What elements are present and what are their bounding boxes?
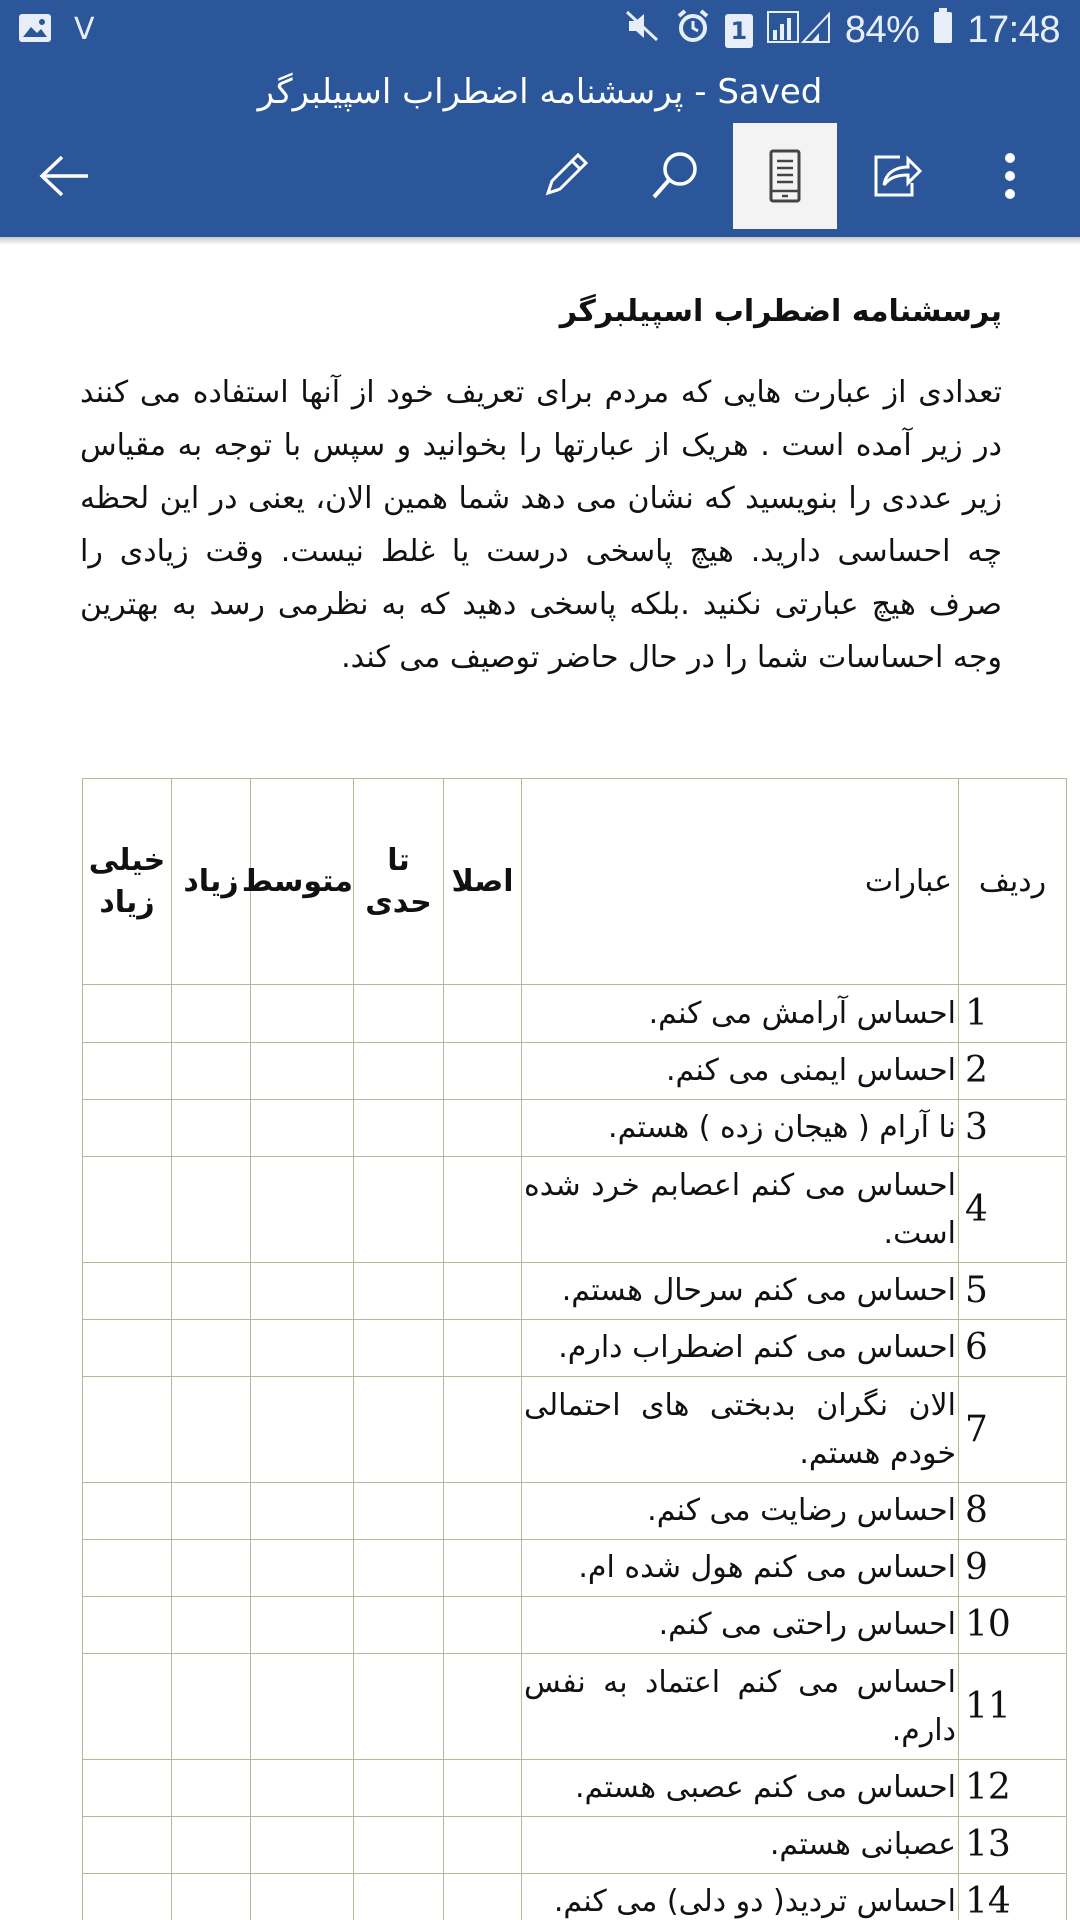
row-number: 14: [959, 1874, 1067, 1920]
answer-somewhat-cell[interactable]: [354, 1817, 444, 1874]
answer-somewhat-cell[interactable]: [354, 1100, 444, 1157]
answer-not-at-all-cell[interactable]: [444, 1654, 522, 1760]
answer-not-at-all-cell[interactable]: [444, 1597, 522, 1654]
row-statement: احساس می کنم عصبی هستم.: [522, 1760, 959, 1817]
table-row: [83, 1760, 1067, 1817]
answer-moderate-cell[interactable]: [251, 1874, 354, 1920]
row-statement: احساس می کنم هول شده ام.: [522, 1540, 959, 1597]
row-number: 2: [959, 1043, 1067, 1100]
answer-moderate-cell[interactable]: [251, 985, 354, 1043]
answer-much-cell[interactable]: [172, 1540, 251, 1597]
doc-heading: پرسشنامه اضطراب اسپیلبرگر: [559, 294, 1002, 329]
more-vertical-icon: [1000, 151, 1020, 201]
header-moderate: متوسط: [251, 779, 354, 985]
header-much: زیاد: [172, 779, 251, 985]
header-row-number: ردیف: [959, 779, 1067, 985]
edit-button[interactable]: [520, 123, 610, 229]
document-body: [80, 280, 1002, 684]
row-number: 12: [959, 1760, 1067, 1817]
row-number: 11: [959, 1654, 1067, 1760]
battery-icon: [933, 8, 953, 53]
answer-somewhat-cell[interactable]: [354, 1263, 444, 1320]
search-icon: [648, 149, 702, 203]
row-statement: احساس می کنم سرحال هستم.: [522, 1263, 959, 1320]
row-statement: الان نگران بدبختی های احتمالی خودم هستم.: [522, 1377, 959, 1483]
answer-somewhat-cell[interactable]: [354, 1654, 444, 1760]
answer-much-cell[interactable]: [172, 1483, 251, 1540]
row-number: 9: [959, 1540, 1067, 1597]
sim-icon: 1: [725, 14, 753, 48]
answer-much-cell[interactable]: [172, 1157, 251, 1263]
answer-not-at-all-cell[interactable]: [444, 1100, 522, 1157]
search-button[interactable]: [630, 123, 720, 229]
table-header-row: [83, 779, 1067, 985]
clock: 17:48: [967, 9, 1060, 51]
answer-not-at-all-cell[interactable]: [444, 1320, 522, 1377]
table-row: [83, 1483, 1067, 1540]
answer-much-cell[interactable]: [172, 1874, 251, 1920]
answer-moderate-cell[interactable]: [251, 1157, 354, 1263]
row-statement: احساس آرامش می کنم.: [522, 985, 959, 1043]
answer-moderate-cell[interactable]: [251, 1263, 354, 1320]
answer-not-at-all-cell[interactable]: [444, 1483, 522, 1540]
answer-very-much-cell[interactable]: [83, 1654, 172, 1760]
header-very-much: خیلی زیاد: [83, 779, 172, 985]
answer-much-cell[interactable]: [172, 1654, 251, 1760]
table-row: [83, 1874, 1067, 1920]
answer-somewhat-cell[interactable]: [354, 1157, 444, 1263]
answer-moderate-cell[interactable]: [251, 1100, 354, 1157]
answer-much-cell[interactable]: [172, 1100, 251, 1157]
questionnaire-table: [82, 778, 1067, 1920]
header-statement: عبارات: [522, 779, 959, 985]
table-row: [83, 985, 1067, 1043]
answer-much-cell[interactable]: [172, 1597, 251, 1654]
answer-very-much-cell[interactable]: [83, 1320, 172, 1377]
answer-not-at-all-cell[interactable]: [444, 1377, 522, 1483]
answer-not-at-all-cell[interactable]: [444, 1043, 522, 1100]
table-row: [83, 1597, 1067, 1654]
table-row: [83, 1100, 1067, 1157]
row-number: 6: [959, 1320, 1067, 1377]
answer-very-much-cell[interactable]: [83, 985, 172, 1043]
status-bar: [0, 0, 1080, 64]
row-statement: احساس می کنم اعتماد به نفس دارم.: [522, 1654, 959, 1760]
row-number: 3: [959, 1100, 1067, 1157]
table-row: [83, 1654, 1067, 1760]
back-button[interactable]: [20, 123, 110, 229]
document-title-bar: پرسشنامه اضطراب اسپیلبرگر - Saved: [0, 64, 1080, 120]
answer-somewhat-cell[interactable]: [354, 985, 444, 1043]
mobile-view-button[interactable]: [733, 123, 837, 229]
v-icon: V: [74, 12, 95, 47]
answer-much-cell[interactable]: [172, 1377, 251, 1483]
answer-much-cell[interactable]: [172, 1817, 251, 1874]
table-row: [83, 1157, 1067, 1263]
more-options-button[interactable]: [965, 123, 1055, 229]
header-not-at-all: اصلا: [444, 779, 522, 985]
row-statement: احساس تردید( دو دلی) می کنم.: [522, 1874, 959, 1920]
table-row: [83, 1377, 1067, 1483]
alarm-icon: [675, 8, 711, 53]
answer-moderate-cell[interactable]: [251, 1760, 354, 1817]
answer-not-at-all-cell[interactable]: [444, 1874, 522, 1920]
answer-not-at-all-cell[interactable]: [444, 1817, 522, 1874]
header-somewhat: تا حدی: [354, 779, 444, 985]
answer-somewhat-cell[interactable]: [354, 1320, 444, 1377]
row-statement: احساس می کنم اضطراب دارم.: [522, 1320, 959, 1377]
answer-moderate-cell[interactable]: [251, 1483, 354, 1540]
answer-not-at-all-cell[interactable]: [444, 1157, 522, 1263]
answer-much-cell[interactable]: [172, 1263, 251, 1320]
answer-somewhat-cell[interactable]: [354, 1760, 444, 1817]
share-icon: [870, 151, 924, 201]
answer-much-cell[interactable]: [172, 1043, 251, 1100]
row-number: 4: [959, 1157, 1067, 1263]
row-number: 10: [959, 1597, 1067, 1654]
table-row: [83, 1817, 1067, 1874]
answer-very-much-cell[interactable]: [83, 1100, 172, 1157]
row-statement: عصبانی هستم.: [522, 1817, 959, 1874]
answer-somewhat-cell[interactable]: [354, 1377, 444, 1483]
answer-somewhat-cell[interactable]: [354, 1874, 444, 1920]
answer-very-much-cell[interactable]: [83, 1874, 172, 1920]
answer-somewhat-cell[interactable]: [354, 1540, 444, 1597]
mute-icon: [625, 8, 661, 53]
answer-much-cell[interactable]: [172, 1320, 251, 1377]
answer-somewhat-cell[interactable]: [354, 1043, 444, 1100]
table-body: [83, 985, 1067, 1920]
row-number: 5: [959, 1263, 1067, 1320]
table-row: [83, 1540, 1067, 1597]
answer-moderate-cell[interactable]: [251, 1043, 354, 1100]
answer-very-much-cell[interactable]: [83, 1597, 172, 1654]
answer-much-cell[interactable]: [172, 985, 251, 1043]
answer-very-much-cell[interactable]: [83, 1377, 172, 1483]
answer-very-much-cell[interactable]: [83, 1760, 172, 1817]
row-number: 13: [959, 1817, 1067, 1874]
signal-icon: [767, 9, 831, 53]
table-row: [83, 1263, 1067, 1320]
share-button[interactable]: [852, 123, 942, 229]
answer-very-much-cell[interactable]: [83, 1817, 172, 1874]
toolbar-shadow: [0, 237, 1080, 245]
answer-somewhat-cell[interactable]: [354, 1597, 444, 1654]
answer-moderate-cell[interactable]: [251, 1320, 354, 1377]
answer-very-much-cell[interactable]: [83, 1483, 172, 1540]
answer-not-at-all-cell[interactable]: [444, 1263, 522, 1320]
answer-moderate-cell[interactable]: [251, 1597, 354, 1654]
row-statement: احساس رضایت می کنم.: [522, 1483, 959, 1540]
row-statement: احساس می کنم اعصابم خرد شده است.: [522, 1157, 959, 1263]
answer-moderate-cell[interactable]: [251, 1817, 354, 1874]
battery-percent: 84%: [844, 9, 920, 51]
answer-very-much-cell[interactable]: [83, 1157, 172, 1263]
answer-not-at-all-cell[interactable]: [444, 985, 522, 1043]
row-number: 1: [959, 985, 1067, 1043]
answer-very-much-cell[interactable]: [83, 1043, 172, 1100]
answer-very-much-cell[interactable]: [83, 1263, 172, 1320]
answer-much-cell[interactable]: [172, 1760, 251, 1817]
answer-not-at-all-cell[interactable]: [444, 1760, 522, 1817]
edit-pencil-icon: [538, 149, 592, 203]
row-number: 7: [959, 1377, 1067, 1483]
answer-moderate-cell[interactable]: [251, 1654, 354, 1760]
row-number: 8: [959, 1483, 1067, 1540]
back-arrow-icon: [38, 154, 92, 198]
answer-moderate-cell[interactable]: [251, 1540, 354, 1597]
mobile-view-icon: [768, 149, 802, 203]
toolbar: [0, 120, 1080, 237]
table-row: [83, 1043, 1067, 1100]
answer-very-much-cell[interactable]: [83, 1540, 172, 1597]
row-statement: نا آرام ( هیجان زده ) هستم.: [522, 1100, 959, 1157]
row-statement: احساس ایمنی می کنم.: [522, 1043, 959, 1100]
row-statement: احساس راحتی می کنم.: [522, 1597, 959, 1654]
answer-somewhat-cell[interactable]: [354, 1483, 444, 1540]
answer-not-at-all-cell[interactable]: [444, 1540, 522, 1597]
doc-intro-paragraph: تعدادی از عبارت هایی که مردم برای تعریف خود از آنها استفاده می کنند در زیر آمده است . هریک از عبارتها را بخوانید و سپس با توجه به مقیاس زیر عددی را بنویسید که نشان می دهد شما همین الان، یعنی در این لحظه چه احساسی دارید. هیچ پاسخی درست یا غلط نیست. وقت زیادی را صرف هیچ عبارتی نکنید .بلکه پاسخی دهید که به نظرمی رسد به بهترین وجه احساسات شما را در حال حاضر توصیف می کند.: [80, 375, 1002, 675]
answer-moderate-cell[interactable]: [251, 1377, 354, 1483]
table-row: [83, 1320, 1067, 1377]
gallery-icon: [18, 13, 52, 47]
